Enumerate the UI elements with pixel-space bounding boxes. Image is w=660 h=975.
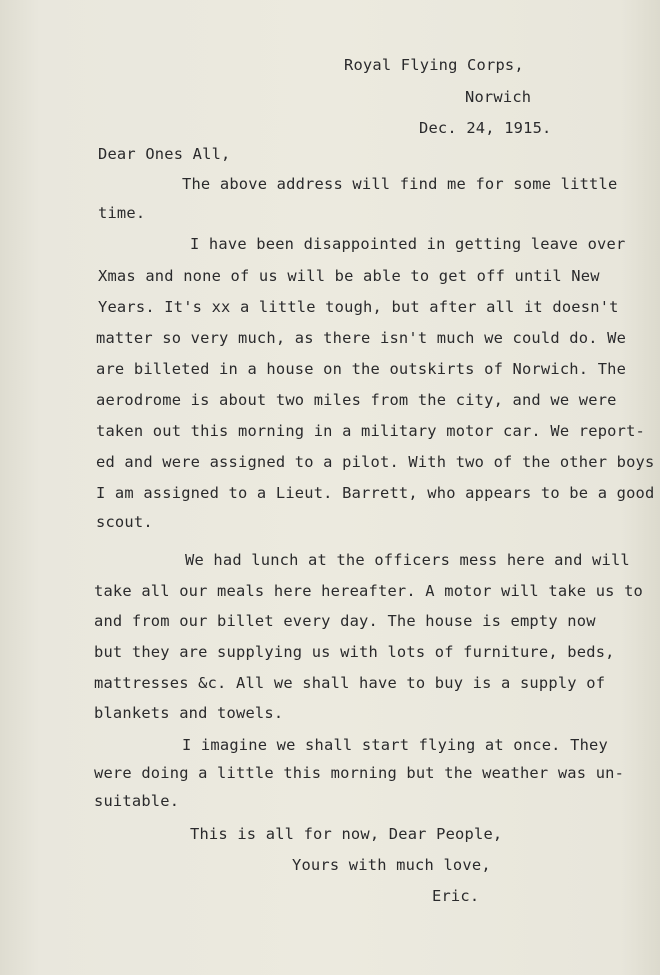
body-line: I have been disappointed in getting leave over xyxy=(190,235,626,253)
body-line: matter so very much, as there isn't much we could do. We xyxy=(96,329,627,347)
body-line: are billeted in a house on the outskirts of Norwich. The xyxy=(96,360,627,378)
body-line: time. xyxy=(98,204,146,222)
body-line: We had lunch at the officers mess here and will xyxy=(185,551,630,569)
body-line: Xmas and none of us will be able to get off until New xyxy=(98,267,600,285)
header-organization: Royal Flying Corps, xyxy=(344,56,524,74)
body-line: were doing a little this morning but the weather was un- xyxy=(94,764,625,782)
header-city: Norwich xyxy=(465,88,532,106)
body-line: I imagine we shall start flying at once. They xyxy=(182,736,608,754)
body-line: I am assigned to a Lieut. Barrett, who appears to be a good xyxy=(96,484,655,502)
body-line: but they are supplying us with lots of furniture, beds, xyxy=(94,643,615,661)
body-line: Years. It's xx a little tough, but after all it doesn't xyxy=(98,298,619,316)
body-line: and from our billet every day. The house is empty now xyxy=(94,612,596,630)
salutation: Dear Ones All, xyxy=(98,145,231,163)
body-line: ed and were assigned to a pilot. With two of the other boys xyxy=(96,453,655,471)
signature: Eric. xyxy=(432,887,480,905)
body-line: The above address will find me for some little xyxy=(182,175,618,193)
body-line: take all our meals here hereafter. A motor will take us to xyxy=(94,582,644,600)
body-line: suitable. xyxy=(94,792,180,810)
body-line: blankets and towels. xyxy=(94,704,284,722)
closing-line: This is all for now, Dear People, xyxy=(190,825,503,843)
header-date: Dec. 24, 1915. xyxy=(419,119,552,137)
body-line: scout. xyxy=(96,513,153,531)
body-line: aerodrome is about two miles from the city, and we were xyxy=(96,391,617,409)
body-line: mattresses &c. All we shall have to buy is a supply of xyxy=(94,674,606,692)
body-line: taken out this morning in a military motor car. We report- xyxy=(96,422,646,440)
closing-line: Yours with much love, xyxy=(292,856,491,874)
